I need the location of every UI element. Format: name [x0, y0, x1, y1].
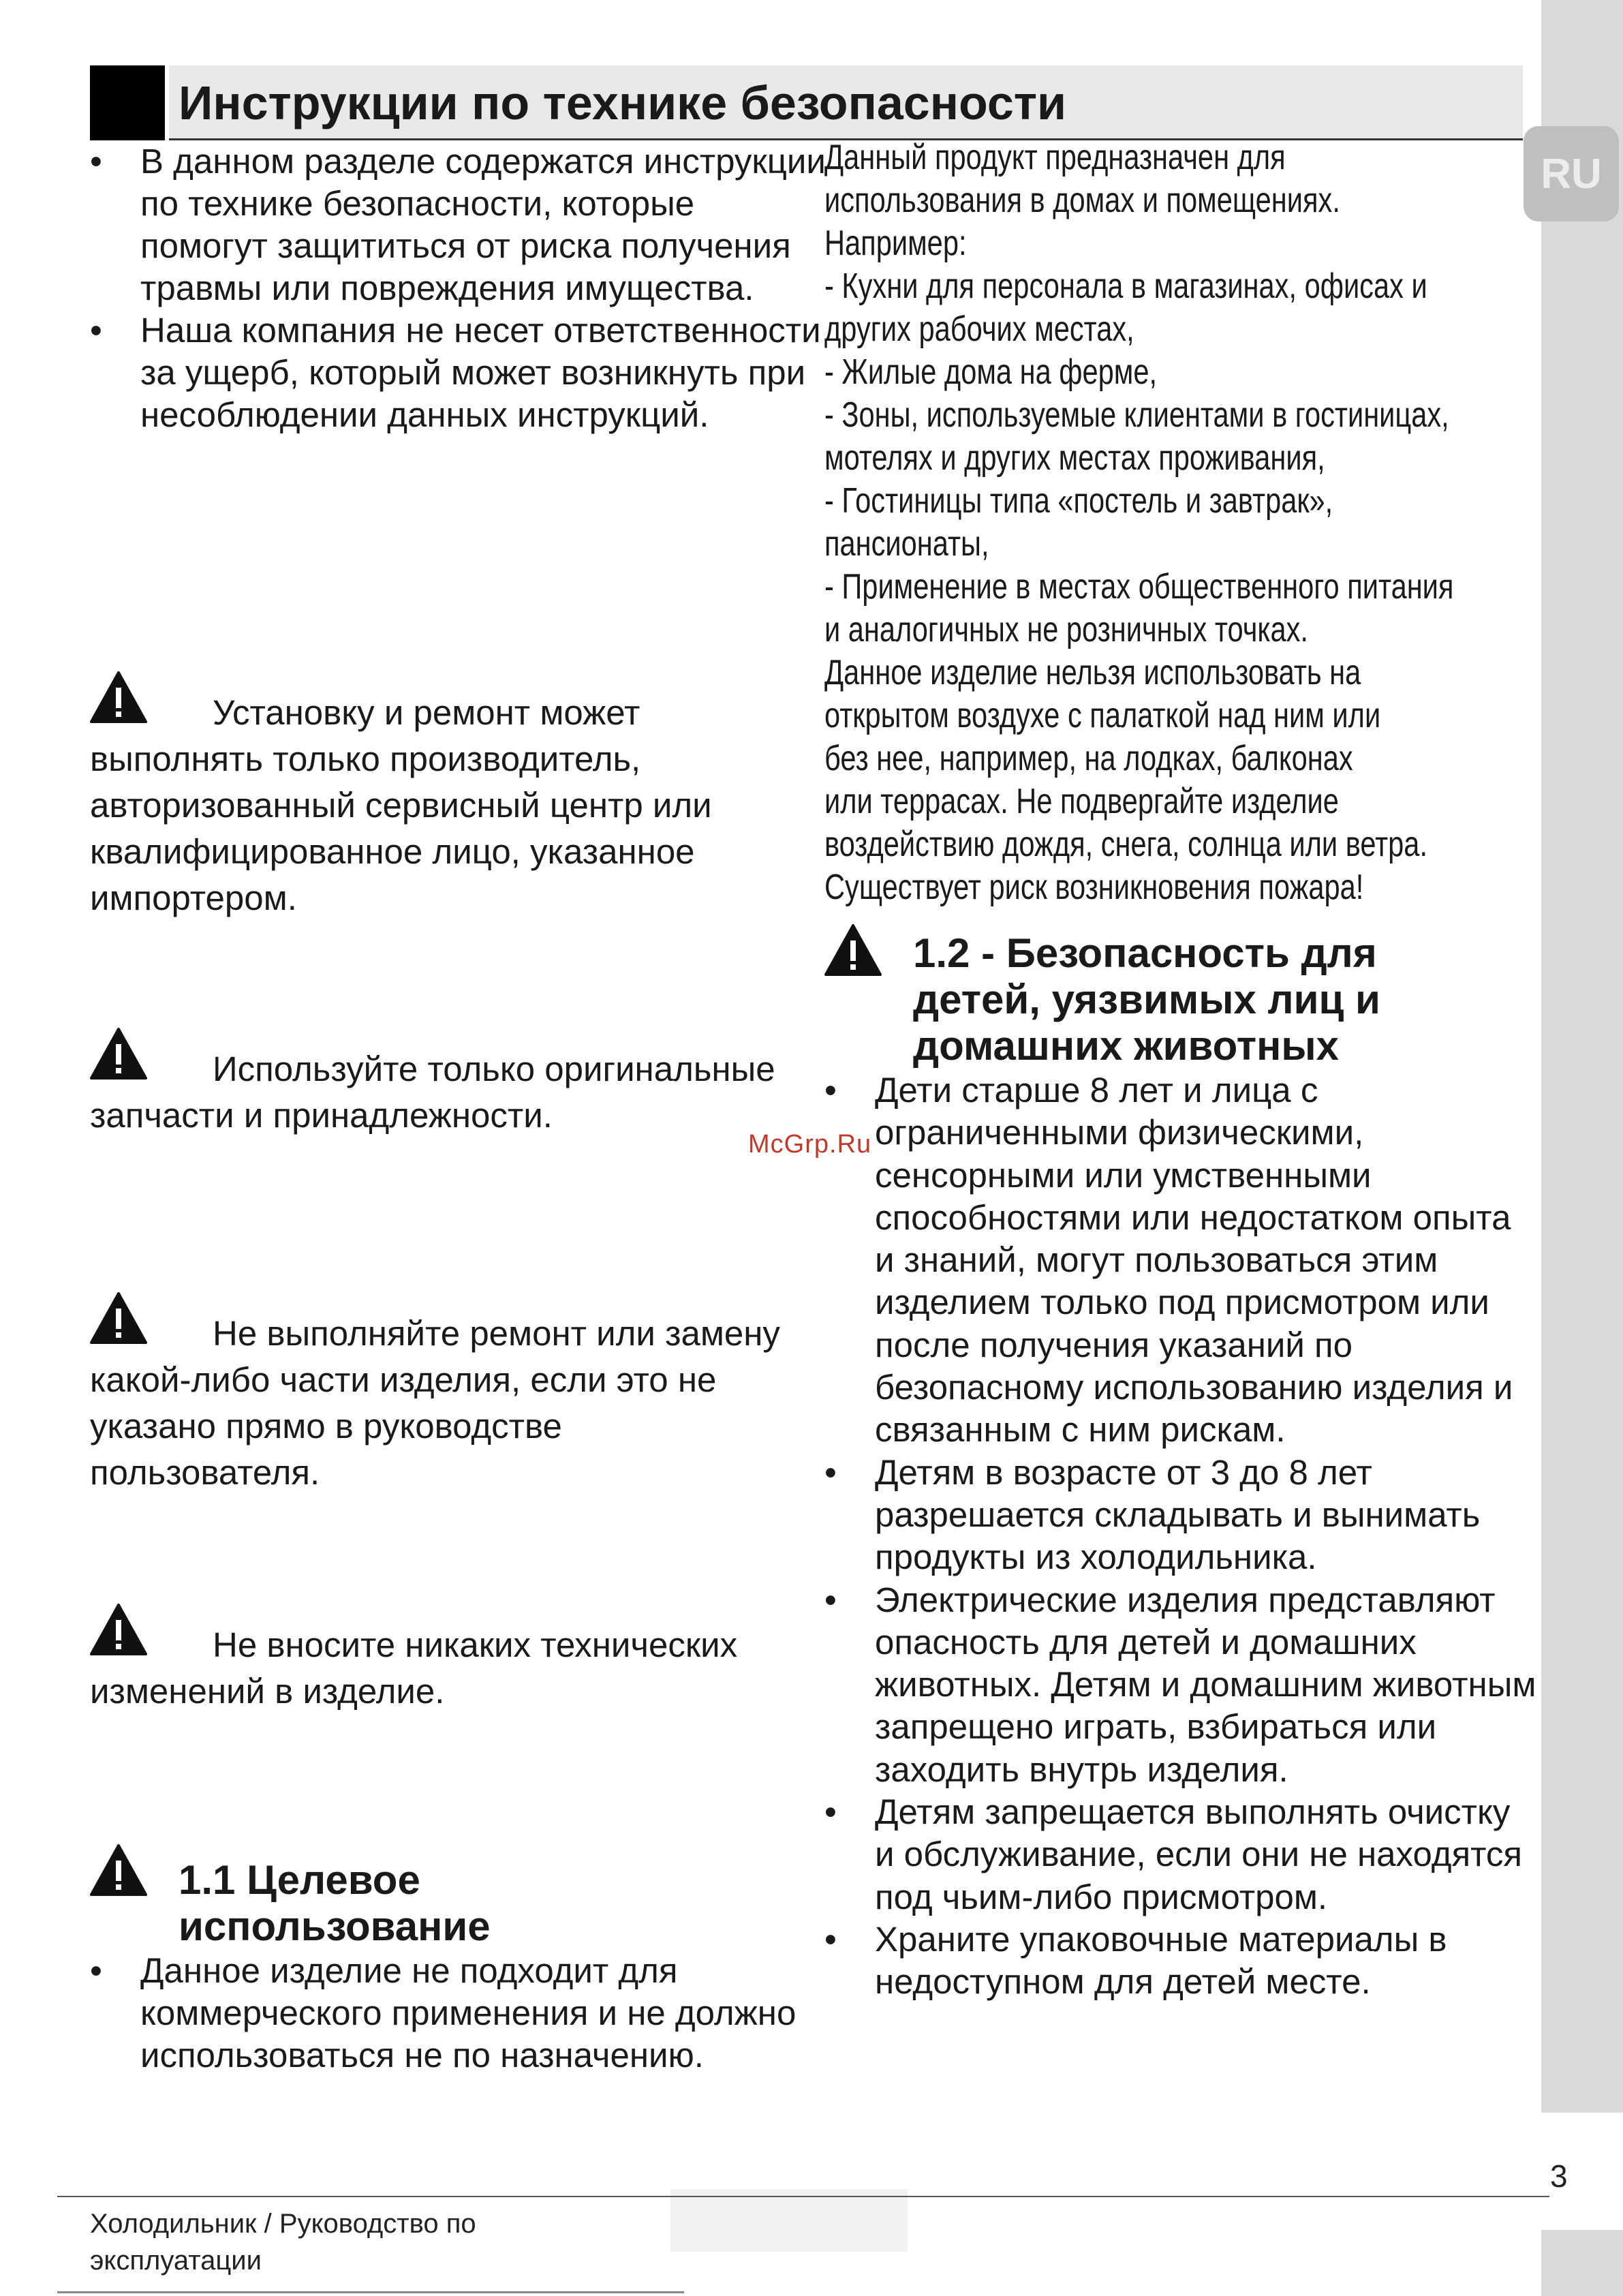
text-line: без нее, например, на лодках, балконах [824, 739, 1353, 778]
warning-icon [90, 1027, 147, 1080]
warning-installation [90, 690, 799, 921]
page-title: Инструкции по технике безопасности [169, 65, 1523, 140]
text-line: или террасах. Не подвергайте изделие [824, 782, 1339, 821]
footer-gray-box [670, 2189, 908, 2252]
text-line: других рабочих местах, [824, 309, 1134, 349]
warning-text: технических изменений в изделие. [90, 1625, 738, 1711]
list-item: • Наша компания не несет ответственности за ущерб, который может возникнуть при несоблюдении данных инструкций. [90, 309, 826, 436]
list-item: • Дети старше 8 лет и лица с ограниченными физическими, сенсорными или умственными способностями или недостатком опыта и знаний, могут пользоваться этим изделием только под присмотром или после получения указаний по безопасному использованию изделия и связанным с ним рискам. [824, 1069, 1536, 1452]
warning-icon [90, 1291, 147, 1345]
footer-divider [57, 2196, 1549, 2197]
text-line: - Применение в местах общественного питания [824, 567, 1454, 607]
text-line: - Жилые дома на ферме, [824, 352, 1158, 392]
warning-icon [90, 671, 147, 724]
section-1-2 [824, 923, 1536, 2004]
side-strip [1541, 0, 1623, 2113]
section-1-1 [90, 1843, 812, 2077]
warning-repair [90, 1311, 799, 1496]
warning-parts [90, 1046, 799, 1139]
warning-text-lead: Не вносите никаких [213, 1625, 531, 1664]
text-line: Данный продукт предназначен для [824, 138, 1286, 177]
list-item: • Детям запрещается выполнять очистку и обслуживание, если они не находятся под чьим-либо присмотром. [824, 1791, 1536, 1918]
list-item: • В данном разделе содержатся инструкции по технике безопасности, которые помогут защититься от риска получения травмы или повреждения имущества. [90, 140, 826, 309]
warning-modifications [90, 1622, 799, 1715]
warning-text-lead: Используйте только [213, 1050, 536, 1088]
watermark: McGrp.Ru [748, 1130, 872, 1159]
text-line: использования в домах и помещениях. [824, 181, 1340, 220]
warning-text: замену какой-либо части изделия, если это не указано прямо в руководстве пользователя. [90, 1314, 780, 1492]
text-line: Данное изделие нельзя использовать на [824, 653, 1361, 692]
section-heading: 1.1 Целевое использование [179, 1857, 491, 1949]
list-item: • Данное изделие не подходит для коммерческого применения и не должно использоваться не по назначению. [90, 1950, 812, 2077]
text-line: - Гостиницы типа «постель и завтрак», [824, 481, 1333, 521]
text-line: мотелях и других местах проживания, [824, 438, 1325, 478]
section-heading: 1.2 - Безопасность для детей, уязвимых лиц и домашних животных [913, 930, 1380, 1069]
footer-bottom-line [57, 2291, 684, 2293]
page-number: 3 [1550, 2158, 1568, 2194]
language-tab: RU [1524, 126, 1619, 221]
warning-icon [90, 1603, 147, 1656]
intro-bullets [90, 140, 826, 436]
text-line: пансионаты, [824, 524, 989, 564]
list-item: • Детям в возрасте от 3 до 8 лет разрешается складывать и вынимать продукты из холодильника. [824, 1452, 1536, 1579]
text-line: Например: [824, 224, 967, 263]
text-line: открытом воздухе с палаткой над ним или [824, 696, 1381, 735]
usage-text [824, 136, 1454, 909]
text-line: - Кухни для персонала в магазинах, офисах и [824, 266, 1427, 306]
list-item: • Храните упаковочные материалы в недоступном для детей месте. [824, 1918, 1536, 2004]
list-item: • Электрические изделия представляют опасность для детей и домашних животных. Детям и домашним животным запрещено играть, взбираться или заходить внутрь изделия. [824, 1579, 1536, 1791]
warning-text-lead: Установку и ремонт может [213, 693, 640, 732]
header-black-block [90, 65, 165, 140]
text-line: воздействию дождя, снега, солнца или ветра. [824, 825, 1427, 864]
footer-title: Холодильник / Руководство по эксплуатации [90, 2209, 476, 2276]
warning-icon [824, 923, 882, 977]
text-line: Существует риск возникновения пожара! [824, 868, 1364, 907]
warning-icon [90, 1843, 147, 1897]
warning-text-lead: Не выполняйте ремонт или [213, 1314, 655, 1353]
side-strip-bottom [1541, 2230, 1623, 2296]
text-line: и аналогичных не розничных точках. [824, 610, 1308, 649]
text-line: - Зоны, используемые клиентами в гостиницах, [824, 395, 1449, 435]
warning-text: выполнять только производитель, авторизованный сервисный центр или квалифицированное лицо, указанное импортером. [90, 739, 712, 917]
warning-text: оригинальные запчасти и принадлежности. [90, 1050, 775, 1135]
